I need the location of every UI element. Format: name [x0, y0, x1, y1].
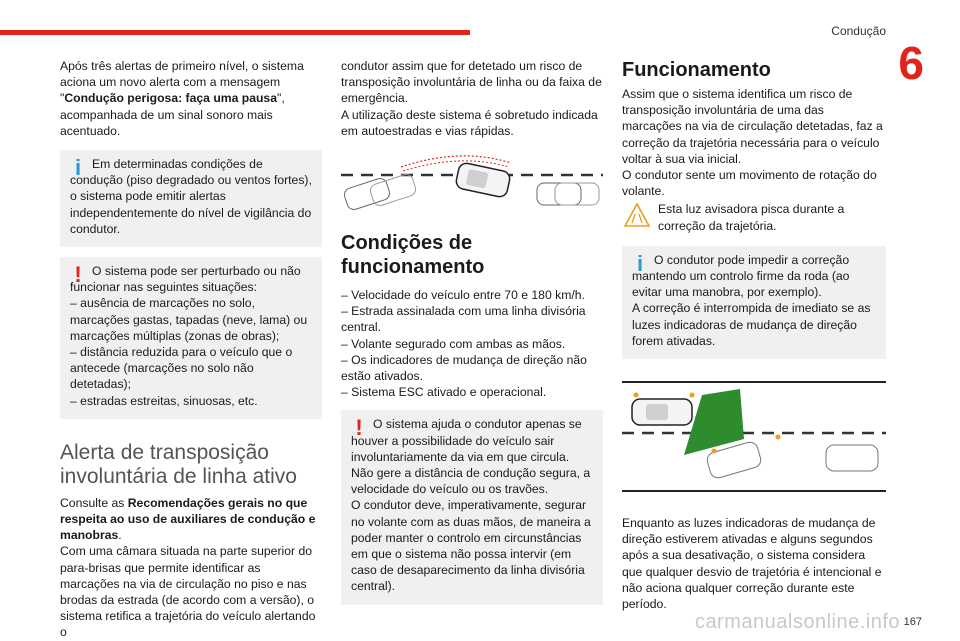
continued-paragraph: condutor assim que for detetado um risco de transposição involuntária de linha ou da faixa de emergência. A utilização deste sistema é sobretudo indicada em autoestradas e vias rápidas. — [341, 59, 602, 138]
warning-box-conditions — [60, 257, 322, 419]
lane-warning-lamp-icon — [622, 201, 652, 229]
info-icon: i — [74, 155, 82, 181]
header-red-bar — [0, 30, 470, 35]
warning-icon: ! — [74, 262, 82, 288]
section-name: Condução — [831, 24, 886, 38]
column-1 — [60, 58, 322, 641]
page-number: 167 — [903, 616, 922, 628]
info-box-override — [622, 246, 886, 359]
operation-paragraph: Assim que o sistema identifica um risco de transposição involuntária de uma das marcações na via de circulação detetadas, faz a correção da trajetória necessária para o veículo voltar à sua via inicial. O condutor sente um movimento de rotação do volante. — [622, 87, 883, 199]
closing-paragraph: Enquanto as luzes indicadoras de mudança de direção estiverem ativadas e alguns segundos após a sua desativação, o sistema considera que qualquer desvio de trajetória é intencional e não aciona qualquer correção durante este período. — [622, 516, 882, 612]
warning-box-text: O sistema ajuda o condutor apenas se houver a possibilidade do veículo sair involuntariamente da via em que circula. Não gere a distância de condução segura, a velocidade do veículo ou os travões. O condutor deve, imperativamente, segurar no volante com as duas mãos, de maneira a poder manter o controlo em circunstâncias em que o sistema não possa intervir (em caso de desaparecimento da linha divisória central). — [351, 417, 591, 594]
chapter-number: 6 — [898, 37, 924, 89]
intro-paragraph: Após três alertas de primeiro nível, o sistema aciona um novo alerta com a mensagem "Condução perigosa: faça uma pausa", acompanhada de um sinal sonoro mais acentuado. — [60, 59, 304, 138]
conditions-title: Condições de funcionamento — [341, 232, 485, 279]
operation-title: Funcionamento — [622, 59, 771, 81]
conditions-list: – Velocidade do veículo entre 70 e 180 km/h. – Estrada assinalada com uma linha divisória central. – Volante segurado com ambas as mãos. – Os indicadores de mudança de direção não estão ativados. – Sistema ESC ativado e operacional. — [341, 288, 587, 400]
lane-departure-illustration — [341, 149, 603, 219]
warning-box-text: O sistema pode ser perturbado ou não funcionar nas seguintes situações: – ausência de marcações no solo, marcações gastas, tapadas (neve, lama) ou marcações múltiplas (zonas de obras); – distância reduzida para o veículo que o antecede (marcações no solo não detetadas); – estradas estreitas, sinuosas, etc. — [70, 264, 308, 408]
watermark: carmanualsonline.info — [694, 611, 900, 633]
consult-paragraph: Consulte as Recomendações gerais no que respeita ao uso de auxiliares de condução e manobras. Com uma câmara situada na parte superior do para-brisas que permite identificar as marcações na via de circulação no piso e nas brodas da estrada (de acordo com a versão), o sistema retifica a trajetória do veículo alertando o — [60, 495, 316, 640]
indicator-illustration — [622, 381, 886, 493]
lamp-row — [622, 201, 886, 233]
warning-box-driver — [341, 410, 603, 604]
info-box-weather — [60, 150, 322, 247]
warning-icon: ! — [355, 415, 363, 441]
info-box-text: O condutor pode impedir a correção mantendo um controlo firme da roda (ao evitar uma manobra, por exemplo). A correção é interrompida de imediato se as luzes indicadoras de mudança de direção forem ativadas. — [632, 252, 871, 348]
lamp-text: Esta luz avisadora pisca durante a correção da trajetória. — [658, 202, 845, 233]
column-3 — [622, 58, 886, 612]
info-icon: i — [636, 250, 644, 276]
info-box-text: Em determinadas condições de condução (piso degradado ou ventos fortes), o sistema pode emitir alertas independentemente do nível de vigilância do condutor. — [70, 157, 312, 236]
column-2 — [341, 58, 603, 605]
section-title-lane-alert: Alerta de transposição involuntária de linha ativo — [60, 440, 297, 488]
